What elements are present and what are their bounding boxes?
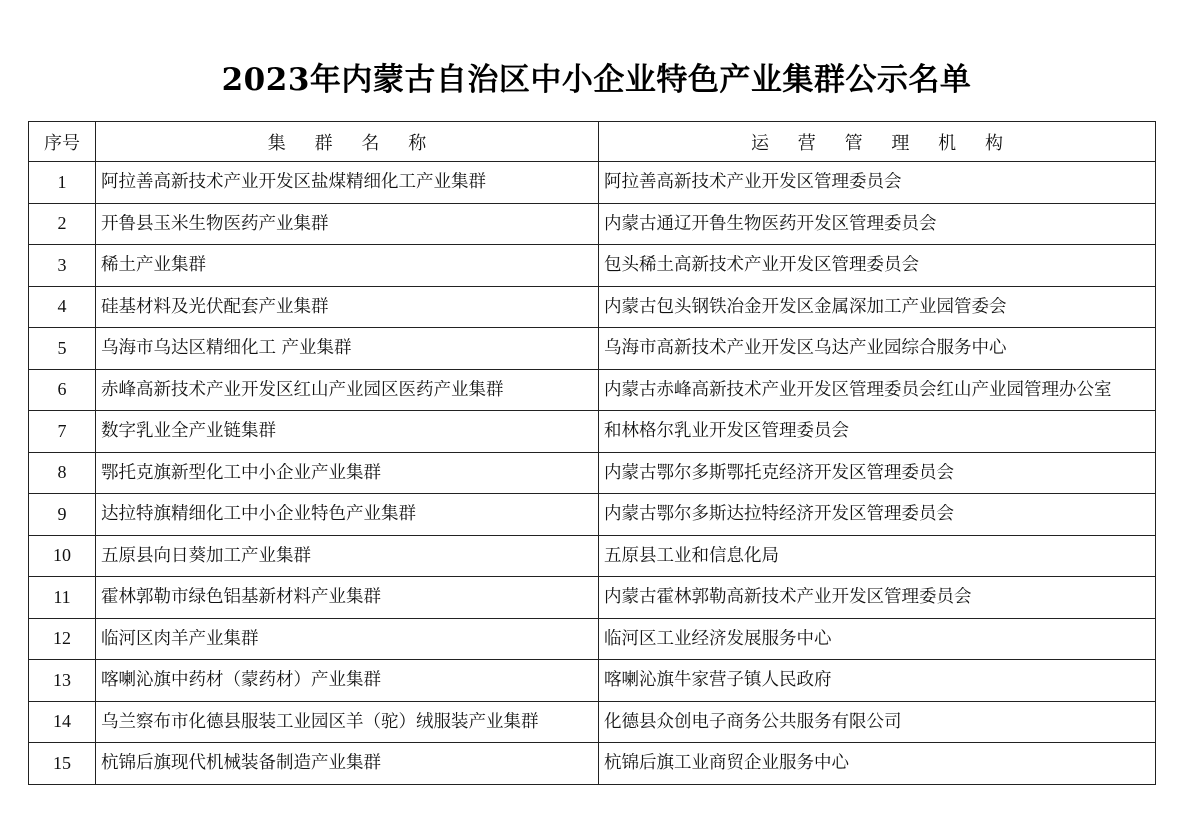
operator-name: 杭锦后旗工业商贸企业服务中心 bbox=[604, 753, 849, 774]
operator-name: 内蒙古包头钢铁冶金开发区金属深加工产业园管委会 bbox=[604, 296, 1007, 317]
cluster-name-cell bbox=[96, 286, 599, 328]
row-number: 5 bbox=[29, 328, 96, 370]
operator-name: 阿拉善高新技术产业开发区管理委员会 bbox=[604, 172, 902, 193]
operator-name: 化德县众创电子商务公共服务有限公司 bbox=[604, 711, 902, 732]
table-row bbox=[29, 369, 1156, 411]
cluster-name: 霍林郭勒市绿色铝基新材料产业集群 bbox=[101, 587, 381, 608]
cluster-name-cell bbox=[96, 328, 599, 370]
table-row bbox=[29, 286, 1156, 328]
table-row bbox=[29, 162, 1156, 204]
cluster-name: 硅基材料及光伏配套产业集群 bbox=[101, 296, 329, 317]
cluster-name-cell bbox=[96, 494, 599, 536]
cluster-name: 五原县向日葵加工产业集群 bbox=[101, 545, 311, 566]
operator-cell bbox=[599, 411, 1156, 453]
table-row bbox=[29, 411, 1156, 453]
column-header-name: 集群名称 bbox=[96, 122, 599, 162]
operator-name: 内蒙古通辽开鲁生物医药开发区管理委员会 bbox=[604, 213, 937, 234]
row-number: 9 bbox=[29, 494, 96, 536]
cluster-name-cell bbox=[96, 369, 599, 411]
operator-cell bbox=[599, 660, 1156, 702]
cluster-name: 开鲁县玉米生物医药产业集群 bbox=[101, 213, 329, 234]
operator-cell bbox=[599, 369, 1156, 411]
table-row bbox=[29, 328, 1156, 370]
cluster-name: 赤峰高新技术产业开发区红山产业园区医药产业集群 bbox=[101, 379, 504, 400]
table-header-row bbox=[29, 122, 1156, 162]
cluster-name-cell bbox=[96, 452, 599, 494]
table-row bbox=[29, 618, 1156, 660]
row-number: 7 bbox=[29, 411, 96, 453]
row-number: 12 bbox=[29, 618, 96, 660]
cluster-name-cell bbox=[96, 577, 599, 619]
operator-cell bbox=[599, 452, 1156, 494]
operator-cell bbox=[599, 328, 1156, 370]
table-row bbox=[29, 535, 1156, 577]
table-row bbox=[29, 660, 1156, 702]
operator-name: 内蒙古赤峰高新技术产业开发区管理委员会红山产业园管理办公室 bbox=[604, 379, 1112, 400]
row-number: 14 bbox=[29, 701, 96, 743]
operator-cell bbox=[599, 535, 1156, 577]
cluster-name-cell bbox=[96, 535, 599, 577]
operator-name: 五原县工业和信息化局 bbox=[604, 545, 779, 566]
cluster-name-cell bbox=[96, 245, 599, 287]
page-title: 2023年内蒙古自治区中小企业特色产业集群公示名单 bbox=[221, 62, 972, 98]
cluster-name: 乌兰察布市化德县服装工业园区羊（驼）绒服装产业集群 bbox=[101, 711, 539, 732]
row-number: 11 bbox=[29, 577, 96, 619]
table-row bbox=[29, 701, 1156, 743]
operator-name: 内蒙古鄂尔多斯达拉特经济开发区管理委员会 bbox=[604, 504, 954, 525]
cluster-name-cell bbox=[96, 203, 599, 245]
operator-name: 临河区工业经济发展服务中心 bbox=[604, 628, 832, 649]
cluster-name: 鄂托克旗新型化工中小企业产业集群 bbox=[101, 462, 381, 483]
row-number: 13 bbox=[29, 660, 96, 702]
operator-name: 包头稀土高新技术产业开发区管理委员会 bbox=[604, 255, 919, 276]
cluster-name-cell bbox=[96, 411, 599, 453]
cluster-name-cell bbox=[96, 660, 599, 702]
table-row bbox=[29, 743, 1156, 785]
cluster-name-cell bbox=[96, 701, 599, 743]
operator-name: 乌海市高新技术产业开发区乌达产业园综合服务中心 bbox=[604, 338, 1007, 359]
operator-cell bbox=[599, 701, 1156, 743]
cluster-name: 喀喇沁旗中药材（蒙药材）产业集群 bbox=[101, 670, 381, 691]
operator-cell bbox=[599, 203, 1156, 245]
row-number: 1 bbox=[29, 162, 96, 204]
table-row bbox=[29, 577, 1156, 619]
operator-name: 喀喇沁旗牛家营子镇人民政府 bbox=[604, 670, 832, 691]
column-header-org: 运营管理机构 bbox=[599, 122, 1156, 162]
row-number: 10 bbox=[29, 535, 96, 577]
cluster-table bbox=[28, 121, 1156, 785]
operator-cell bbox=[599, 577, 1156, 619]
operator-cell bbox=[599, 286, 1156, 328]
operator-cell bbox=[599, 162, 1156, 204]
cluster-name-cell bbox=[96, 618, 599, 660]
row-number: 8 bbox=[29, 452, 96, 494]
cluster-name: 临河区肉羊产业集群 bbox=[101, 628, 259, 649]
cluster-name: 达拉特旗精细化工中小企业特色产业集群 bbox=[101, 504, 416, 525]
cluster-name: 稀土产业集群 bbox=[101, 255, 206, 276]
operator-name: 内蒙古霍林郭勒高新技术产业开发区管理委员会 bbox=[604, 587, 972, 608]
table-row bbox=[29, 452, 1156, 494]
cluster-name: 杭锦后旗现代机械装备制造产业集群 bbox=[101, 753, 381, 774]
row-number: 15 bbox=[29, 743, 96, 785]
cluster-name: 乌海市乌达区精细化工 产业集群 bbox=[101, 338, 352, 359]
cluster-name: 阿拉善高新技术产业开发区盐煤精细化工产业集群 bbox=[101, 172, 486, 193]
operator-name: 内蒙古鄂尔多斯鄂托克经济开发区管理委员会 bbox=[604, 462, 954, 483]
table-row bbox=[29, 494, 1156, 536]
row-number: 3 bbox=[29, 245, 96, 287]
operator-name: 和林格尔乳业开发区管理委员会 bbox=[604, 421, 849, 442]
table-row bbox=[29, 203, 1156, 245]
row-number: 6 bbox=[29, 369, 96, 411]
row-number: 4 bbox=[29, 286, 96, 328]
operator-cell bbox=[599, 743, 1156, 785]
cluster-name-cell bbox=[96, 743, 599, 785]
operator-cell bbox=[599, 245, 1156, 287]
cluster-name: 数字乳业全产业链集群 bbox=[101, 421, 276, 442]
table-row bbox=[29, 245, 1156, 287]
column-header-no: 序号 bbox=[29, 122, 96, 162]
cluster-name-cell bbox=[96, 162, 599, 204]
operator-cell bbox=[599, 494, 1156, 536]
row-number: 2 bbox=[29, 203, 96, 245]
operator-cell bbox=[599, 618, 1156, 660]
